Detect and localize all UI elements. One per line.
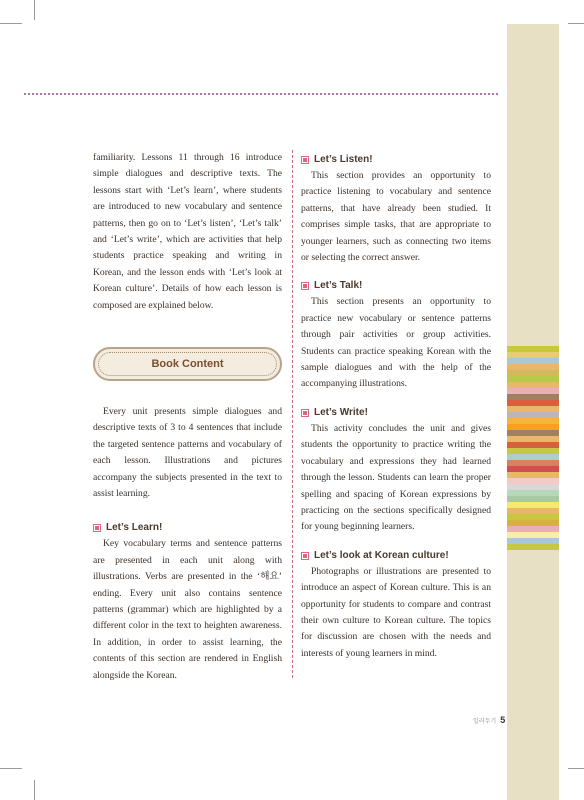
left-body	[93, 404, 282, 684]
unit-description: Every unit presents simple dialogues and descriptive texts of 3 to 4 sentences that include the targeted sentence patterns and vocabulary of each lesson. Illustrations and pictures accompany the subjects presented in the text to assist learning.	[93, 406, 282, 500]
left-intro-paragraph	[93, 150, 282, 314]
footer-label: 일러두기	[473, 718, 497, 725]
write-body: This activity concludes the unit and gives students the opportunity to practice writing the vocabulary and expressions they had learned through the lesson. Students can learn the proper spelling and spacing of Korean expressions by practicing on the sections specifically designed for young beginning learners.	[301, 422, 491, 533]
page-footer	[473, 715, 505, 725]
listen-body: This section provides an opportunity to practice listening to vocabulary and sentence patterns, that have already been studied. It comprises simple tasks, that are appropriate to younger learners, such as connecting two items or selecting the correct answer.	[301, 170, 491, 264]
section-heading-learn	[93, 520, 282, 536]
crop-mark	[568, 23, 584, 24]
square-bullet-icon	[301, 156, 309, 164]
crop-mark	[34, 0, 35, 20]
crop-mark	[34, 780, 35, 800]
section-heading-write	[301, 405, 491, 421]
intro-text: familiarity. Lessons 11 through 16 introduce simple dialogues and descriptive texts. The lessons start with ‘Let’s learn’, where students are introduced to new vocabulary and sentence patterns, then go on to ‘Let’s listen’, ‘Let’s talk’ and ‘Let’s write’, which are activities that help students practice speaking and writing in Korean, and the lesson ends with ‘Let’s look at Korean culture’. Details of how each lesson is composed are explained below.	[93, 152, 282, 311]
heading-text: Let’s Talk!	[314, 280, 363, 292]
square-bullet-icon	[301, 409, 309, 417]
learn-body: Key vocabulary terms and sentence patterns are presented in each unit along with illustrations. Verbs are presented in the ‘해요’ ending. Every unit also contains sentence patterns (grammar) which are highlighted by a different color in the text to heighten awareness. In addition, in order to assist learning, the contents of this section are rendered in English alongside the Korean.	[93, 538, 282, 681]
square-bullet-icon	[301, 552, 309, 560]
section-heading-talk	[301, 278, 491, 294]
talk-body: This section presents an opportunity to practice new vocabulary or sentence patterns through pair activities or group activities. Students can practice speaking Korean with the sample dialogues and with the help of the accompanying illustrations.	[301, 296, 491, 390]
column-divider	[292, 150, 293, 678]
crop-mark	[568, 768, 584, 769]
heading-text: Let’s look at Korean culture!	[314, 549, 449, 561]
badge-label: Book Content	[151, 358, 224, 370]
right-body	[301, 152, 491, 662]
section-heading-listen	[301, 152, 491, 168]
color-stripes	[507, 346, 559, 550]
culture-body: Photographs or illustrations are presented to introduce an aspect of Korean culture. This is an opportunity for students to compare and contrast their own culture to Korean culture. The topics for discussion are chosen with the needs and interests of young learners in mind.	[301, 565, 491, 659]
color-stripe	[507, 544, 559, 550]
section-heading-culture	[301, 548, 491, 564]
page-number: 5	[500, 715, 506, 725]
square-bullet-icon	[93, 524, 101, 532]
crop-mark	[0, 768, 22, 769]
heading-text: Let’s Listen!	[314, 153, 373, 165]
heading-text: Let’s Learn!	[106, 522, 163, 534]
header-dotted-rule	[24, 93, 498, 95]
book-content-badge	[93, 347, 282, 381]
heading-text: Let’s Write!	[314, 406, 368, 418]
crop-mark	[0, 23, 22, 24]
square-bullet-icon	[301, 282, 309, 290]
